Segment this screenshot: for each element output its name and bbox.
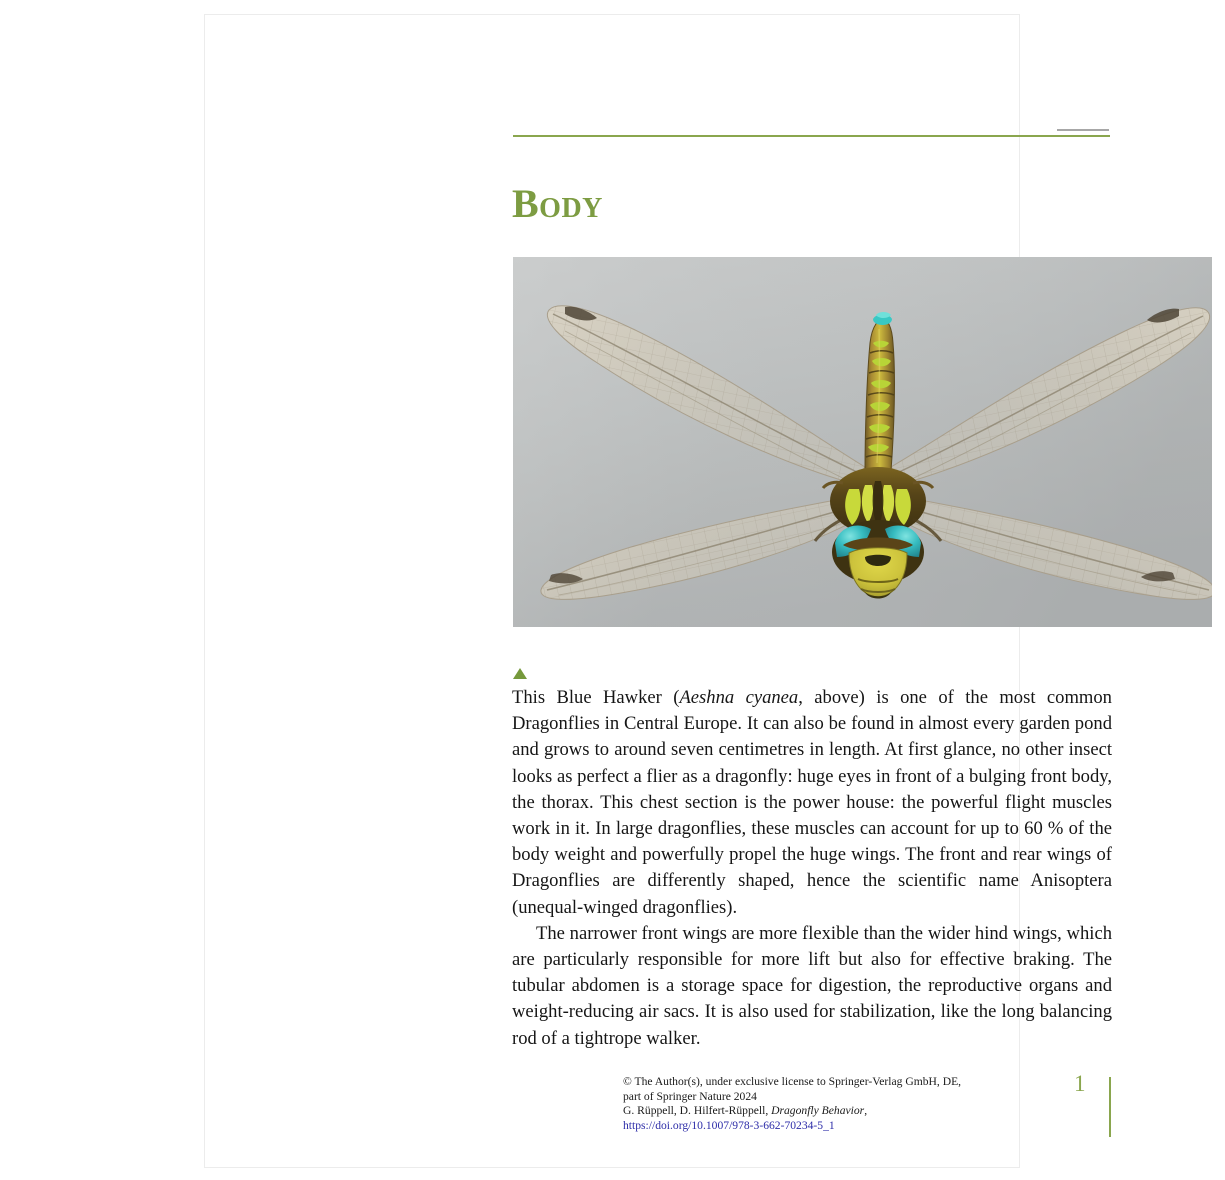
copyright-line-2: part of Springer Nature 2024 xyxy=(623,1089,757,1103)
paragraph-1 xyxy=(512,685,1112,921)
header-rule-green xyxy=(513,135,1110,137)
citation-authors: G. Rüppell, D. Hilfert-Rüppell, xyxy=(623,1104,772,1118)
dragonfly-photo xyxy=(513,257,1212,627)
page-title: Body xyxy=(512,180,603,226)
body-text xyxy=(512,685,1112,1052)
doi-line xyxy=(623,1119,1043,1134)
page-number: 1 xyxy=(1074,1071,1086,1096)
citation-line xyxy=(623,1104,1043,1119)
citation-book-title: Dragonfly Behavior xyxy=(771,1104,865,1118)
copyright-block xyxy=(623,1075,1043,1133)
page-sheet xyxy=(204,14,1112,1168)
triangle-up-icon xyxy=(513,668,527,679)
doi-link[interactable]: https://doi.org/10.1007/978-3-662-70234-5_1 xyxy=(623,1118,835,1132)
paragraph-1-lead: This Blue Hawker ( xyxy=(512,687,680,708)
copyright-line-1: © The Author(s), under exclusive license to Springer-Verlag GmbH, DE, xyxy=(623,1075,962,1088)
citation-end: , xyxy=(864,1104,868,1118)
paragraph-2: The narrower front wings are more flexible than the wider hind wings, which are particularly responsible for more lift but also for effective braking. The tubular abdomen is a storage space for digestion, the reproductive organs and weight-reducing air sacs. It is also used for stabilization, like the long balancing rod of a tightrope walker. xyxy=(512,922,1112,1049)
species-name: Aeshna cyanea xyxy=(679,687,799,708)
paragraph-1-rest: , above) is one of the most common Dragonflies in Central Europe. It can also be found in almost every garden pond and grows to around seven centimetres in length. At first glance, no other insect looks as perfect a flier as a dragonfly: huge eyes in front of a bulging front body, the thorax. This chest section is the power house: the powerful flight muscles work in it. In large dragonflies, these muscles can account for up to 60 % of the body weight and powerfully propel the huge wings. The front and rear wings of Dragonflies are differently shaped, hence the scientific name Anisoptera (unequal-winged dragonflies). xyxy=(512,687,1112,918)
header-rule-gray xyxy=(1057,129,1109,131)
page-number-rule xyxy=(1109,1077,1111,1137)
dragonfly-figure xyxy=(513,257,1212,627)
